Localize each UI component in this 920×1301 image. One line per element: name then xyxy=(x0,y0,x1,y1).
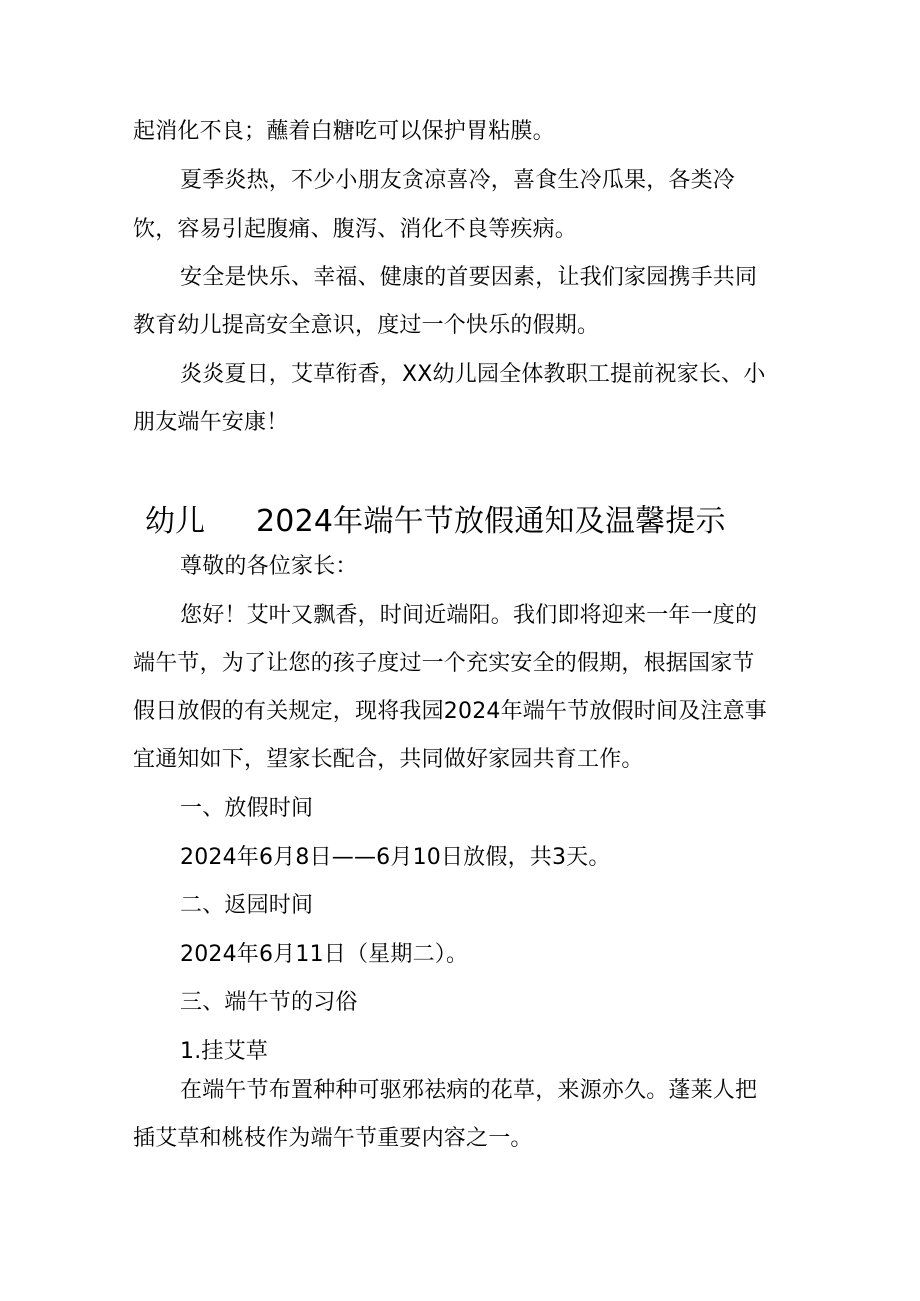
intro-line: 夏季炎热，不少小朋友贪凉喜冷，喜食生冷瓜果，各类冷 xyxy=(180,168,736,193)
section-body: 2024年6月8日——6月10日放假，共3天。 xyxy=(180,845,611,870)
intro-line: 饮，容易引起腹痛、腹泻、消化不良等疾病。 xyxy=(133,217,578,242)
item-heading: 1.挂艾草 xyxy=(180,1039,268,1064)
item-body-line: 插艾草和桃枝作为端午节重要内容之一。 xyxy=(133,1126,533,1151)
section-body: 2024年6月11日（星期二）。 xyxy=(180,942,469,967)
paragraph-line: 假日放假的有关规定，现将我园2024年端午节放假时间及注意事 xyxy=(133,699,767,724)
intro-line: 安全是快乐、幸福、健康的首要因素，让我们家园携手共同 xyxy=(180,265,758,290)
intro-line: 朋友端午安康！ xyxy=(133,410,289,435)
intro-line: 炎炎夏日，艾草衔香，XX幼儿园全体教职工提前祝家长、小 xyxy=(180,362,766,387)
page-title: 2024年端午节放假通知及温馨提示 xyxy=(256,504,726,539)
section-heading: 一、放假时间 xyxy=(180,796,314,821)
section-heading: 二、返园时间 xyxy=(180,893,314,918)
intro-line: 起消化不良；蘸着白糖吃可以保护胃粘膜。 xyxy=(133,119,555,144)
greeting: 尊敬的各位家长： xyxy=(180,554,358,579)
paragraph-line: 宜通知如下，望家长配合，共同做好家园共育工作。 xyxy=(133,747,644,772)
item-body-line: 在端午节布置种种可驱邪祛病的花草，来源亦久。蓬莱人把 xyxy=(180,1078,758,1103)
paragraph-line: 您好！艾叶又飘香，时间近端阳。我们即将迎来一年一度的 xyxy=(180,603,758,628)
paragraph-line: 端午节，为了让您的孩子度过一个充实安全的假期，根据国家节 xyxy=(133,651,755,676)
section-heading: 三、端午节的习俗 xyxy=(180,990,358,1015)
intro-line: 教育幼儿提高安全意识，度过一个快乐的假期。 xyxy=(133,313,600,338)
title-prefix: 幼儿 xyxy=(145,504,205,539)
